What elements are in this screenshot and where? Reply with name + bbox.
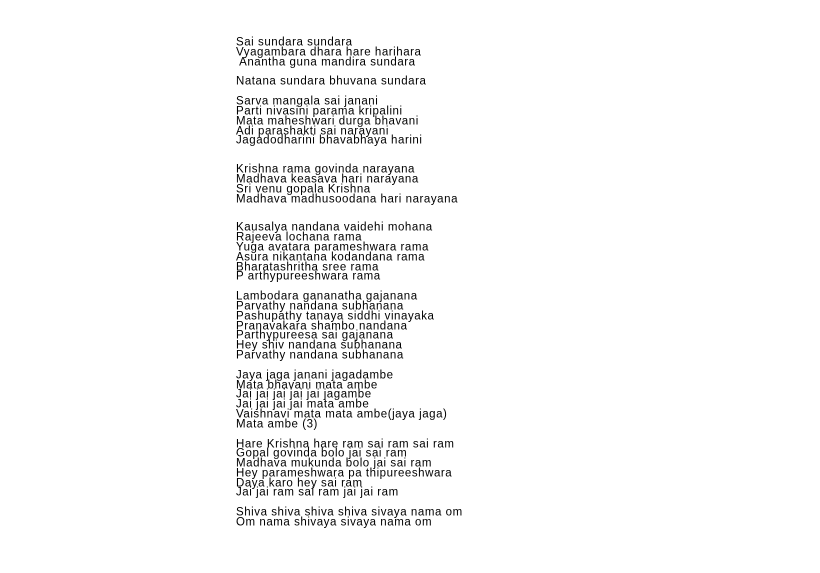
stanza-kausalya-nandana xyxy=(236,223,636,282)
lyric-line: Om nama shivaya sivaya nama om xyxy=(236,515,433,529)
lyric-line: Sri venu gopala Krishna xyxy=(236,182,371,196)
lyric-line: Vyagambara dhara hare harihara xyxy=(236,45,422,59)
lyric-line: Hey parameshwara pa thipureeshwara xyxy=(236,466,453,480)
lyric-line: Jaya jaga janani jagadambe xyxy=(236,368,394,382)
lyric-line: Jai jai jai jai mata ambe xyxy=(236,398,370,411)
lyric-line: Natana sundara bhuvana sundara xyxy=(236,75,427,88)
lyric-line: Madhava keasava hari narayana xyxy=(236,172,419,186)
lyric-line: Yuga avatara parameshwara rama xyxy=(236,240,429,254)
lyric-line: Lambodara gananatha gajanana xyxy=(236,290,418,303)
lyric-line: Gopal govinda bolo jai sai ram xyxy=(236,447,408,460)
stanza-shiva-shiva xyxy=(236,508,636,528)
lyric-line: Mata ambe (3) xyxy=(236,417,318,431)
lyric-line: Parvathy nandana subhanana xyxy=(236,299,404,313)
lyric-line: Pranavakara shambo nandana xyxy=(236,319,408,333)
stanza-hare-krishna xyxy=(236,437,636,499)
bhajan-lyrics-document xyxy=(236,35,636,529)
lyric-line: Parvathy nandana subhanana xyxy=(236,348,404,362)
lyric-line: Krishna rama govinda narayana xyxy=(236,163,415,176)
lyric-line: Pashupathy tanaya siddhi vinayaka xyxy=(236,309,435,323)
lyric-line: Bharatashritha sree rama xyxy=(236,260,379,274)
lyric-line: Sai sundara sundara xyxy=(236,35,353,49)
lyric-line: Hare Krishna hare ram sai ram sai ram xyxy=(236,437,455,450)
stanza-sarva-mangala xyxy=(236,97,636,146)
lyric-line: Adi parashakti sai narayani xyxy=(236,124,389,138)
lyric-line: Sarva mangala sai janani xyxy=(236,95,379,108)
lyric-line: Kausalya nandana vaidehi mohana xyxy=(236,221,433,234)
stanza-natana-sundara xyxy=(236,77,636,87)
lyric-line: Jai jai ram sai ram jai jai ram xyxy=(236,486,399,499)
lyric-line: Asura nikantana kodandana rama xyxy=(236,250,426,264)
lyric-line: Jagadodharini bhavabhaya harini xyxy=(236,134,423,147)
lyric-line: Hey shiv nandana subhanana xyxy=(236,339,403,352)
lyric-line: Mata maheshwari durga bhavani xyxy=(236,114,419,128)
lyric-line: Mata bhavani mata ambe xyxy=(236,378,378,392)
lyric-line: Rajeeva lochana rama xyxy=(236,231,363,244)
lyric-line: Anantha guna mandira sundara xyxy=(236,55,416,69)
stanza-sai-sundara xyxy=(236,35,636,69)
lyric-line: Vaishnavi mata mata ambe(jaya jaga) xyxy=(236,407,448,421)
lyric-line: Madhava mukunda bolo jai sai ram xyxy=(236,456,432,470)
lyric-line: Shiva shiva shiva shiva sivaya nama om xyxy=(236,506,463,519)
lyric-line: Parti nivasini parama kripalini xyxy=(236,104,403,118)
lyric-line: Jai jai jai jai jai jagambe xyxy=(236,388,372,401)
stanza-jaya-jaga xyxy=(236,368,636,431)
lyric-line: Daya karo hey sai ram xyxy=(236,476,363,490)
stanza-krishna-rama xyxy=(236,165,636,204)
lyric-line: Madhava madhusoodana hari narayana xyxy=(236,192,459,206)
lyric-line: Parthypureesa sai gajanana xyxy=(236,329,394,342)
stanza-lambodara xyxy=(236,292,636,361)
lyric-line: P arthypureeshwara rama xyxy=(236,270,381,283)
